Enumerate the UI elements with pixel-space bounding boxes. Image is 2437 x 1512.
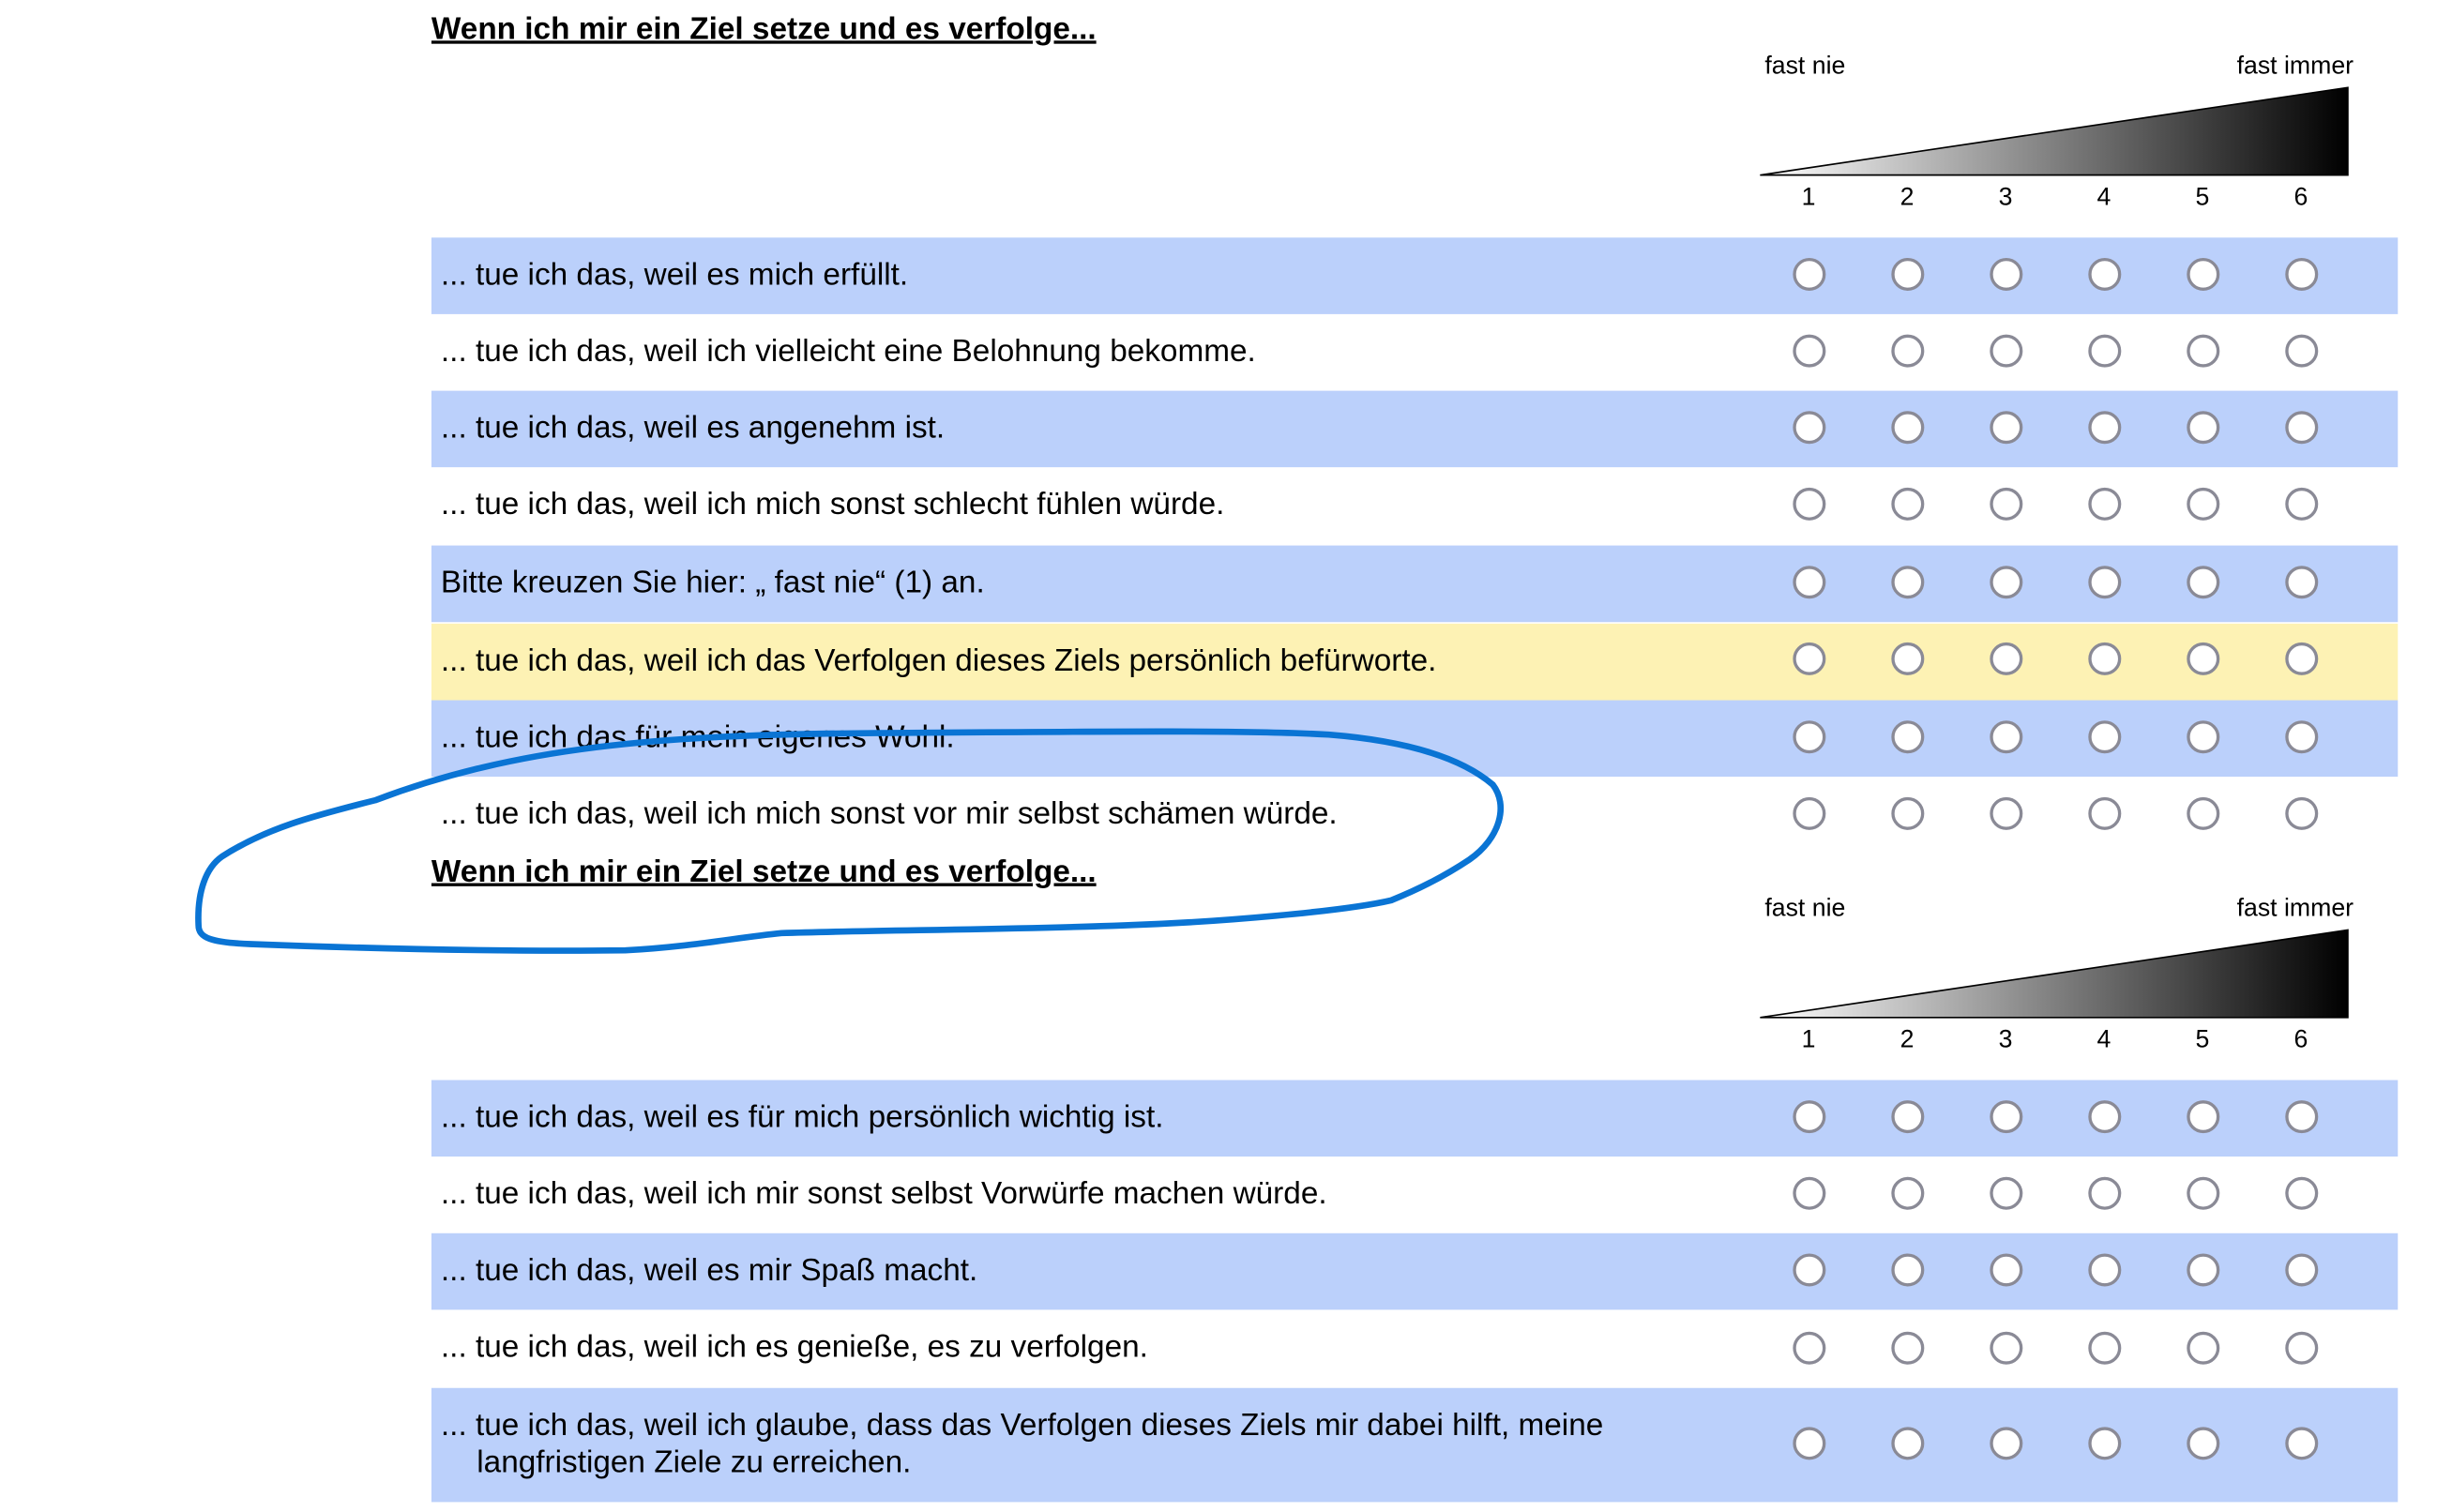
- rating-radio-6[interactable]: [2284, 642, 2317, 674]
- question-text: ... tue ich das für mein eigenes Wohl.: [440, 720, 955, 755]
- rating-radio-6[interactable]: [2284, 719, 2317, 752]
- rating-radio-4[interactable]: [2087, 257, 2120, 290]
- scale-number-2: 2: [1900, 1026, 1915, 1054]
- rating-radio-4[interactable]: [2087, 334, 2120, 367]
- rating-radio-2[interactable]: [1891, 719, 1924, 752]
- rating-radio-6[interactable]: [2284, 410, 2317, 443]
- rating-radio-3[interactable]: [1989, 334, 2021, 367]
- rating-radio-1[interactable]: [1793, 1176, 1825, 1209]
- question-text: ... tue ich das, weil ich glaube, dass das Verfolgen dieses Ziels mir dabei hilft, meine langfristigen Ziele zu erreichen.: [440, 1408, 1604, 1481]
- scale-low-label: fast nie: [1764, 53, 1846, 80]
- rating-radio-3[interactable]: [1989, 1099, 2021, 1132]
- rating-radio-5[interactable]: [2186, 257, 2218, 290]
- rating-radio-5[interactable]: [2186, 796, 2218, 829]
- rating-radio-3[interactable]: [1989, 1253, 2021, 1286]
- scale-low-label: fast nie: [1764, 895, 1846, 923]
- rating-radio-4[interactable]: [2087, 719, 2120, 752]
- scale-number-1: 1: [1801, 184, 1816, 211]
- rating-radio-3[interactable]: [1989, 410, 2021, 443]
- scale-number-3: 3: [1998, 184, 2013, 211]
- rating-radio-6[interactable]: [2284, 334, 2317, 367]
- scale-high-label: fast immer: [2236, 895, 2354, 923]
- rating-radio-4[interactable]: [2087, 410, 2120, 443]
- block-heading: Wenn ich mir ein Ziel setze und es verfolge...: [431, 12, 1097, 47]
- rating-radio-1[interactable]: [1793, 1427, 1825, 1459]
- rating-radio-2[interactable]: [1891, 1176, 1924, 1209]
- rating-radio-1[interactable]: [1793, 719, 1825, 752]
- rating-radio-4[interactable]: [2087, 1176, 2120, 1209]
- rating-radio-2[interactable]: [1891, 1253, 1924, 1286]
- rating-radio-6[interactable]: [2284, 796, 2317, 829]
- rating-radio-6[interactable]: [2284, 1331, 2317, 1364]
- question-text: ... tue ich das, weil ich vielleicht eine Belohnung bekomme.: [440, 334, 1256, 370]
- rating-radio-5[interactable]: [2186, 1176, 2218, 1209]
- rating-radio-5[interactable]: [2186, 410, 2218, 443]
- scale-number-4: 4: [2096, 184, 2112, 211]
- rating-radio-4[interactable]: [2087, 1253, 2120, 1286]
- rating-radio-6[interactable]: [2284, 487, 2317, 520]
- rating-radio-4[interactable]: [2087, 796, 2120, 829]
- rating-radio-5[interactable]: [2186, 719, 2218, 752]
- rating-radio-3[interactable]: [1989, 565, 2021, 597]
- rating-radio-6[interactable]: [2284, 1253, 2317, 1286]
- rating-radio-1[interactable]: [1793, 796, 1825, 829]
- rating-radio-6[interactable]: [2284, 1427, 2317, 1459]
- rating-radio-5[interactable]: [2186, 1427, 2218, 1459]
- scale-number-6: 6: [2293, 184, 2308, 211]
- rating-radio-4[interactable]: [2087, 1427, 2120, 1459]
- rating-radio-5[interactable]: [2186, 642, 2218, 674]
- rating-radio-1[interactable]: [1793, 565, 1825, 597]
- rating-radio-5[interactable]: [2186, 1253, 2218, 1286]
- scale-number-3: 3: [1998, 1026, 2013, 1054]
- question-text: ... tue ich das, weil es mich erfüllt.: [440, 257, 909, 293]
- scale-gradient-wedge: [1759, 86, 2353, 177]
- scale-gradient-wedge: [1759, 929, 2353, 1020]
- scale-high-label: fast immer: [2236, 53, 2354, 80]
- rating-radio-2[interactable]: [1891, 565, 1924, 597]
- scale-number-5: 5: [2195, 184, 2210, 211]
- question-text: ... tue ich das, weil es angenehm ist.: [440, 411, 946, 446]
- question-text: ... tue ich das, weil ich es genieße, es zu verfolgen.: [440, 1330, 1148, 1365]
- question-text: ... tue ich das, weil ich mir sonst selbst Vorwürfe machen würde.: [440, 1176, 1327, 1212]
- rating-radio-1[interactable]: [1793, 1099, 1825, 1132]
- rating-radio-4[interactable]: [2087, 565, 2120, 597]
- rating-radio-1[interactable]: [1793, 1331, 1825, 1364]
- rating-radio-5[interactable]: [2186, 487, 2218, 520]
- question-text: ... tue ich das, weil es für mich persönlich wichtig ist.: [440, 1100, 1164, 1135]
- scale-number-4: 4: [2096, 1026, 2112, 1054]
- rating-radio-5[interactable]: [2186, 565, 2218, 597]
- rating-radio-1[interactable]: [1793, 334, 1825, 367]
- rating-radio-6[interactable]: [2284, 1099, 2317, 1132]
- rating-radio-1[interactable]: [1793, 1253, 1825, 1286]
- rating-radio-4[interactable]: [2087, 487, 2120, 520]
- rating-radio-6[interactable]: [2284, 565, 2317, 597]
- rating-radio-2[interactable]: [1891, 257, 1924, 290]
- rating-radio-4[interactable]: [2087, 642, 2120, 674]
- rating-radio-2[interactable]: [1891, 796, 1924, 829]
- scale-number-5: 5: [2195, 1026, 2210, 1054]
- rating-radio-5[interactable]: [2186, 1099, 2218, 1132]
- rating-radio-2[interactable]: [1891, 1331, 1924, 1364]
- rating-radio-3[interactable]: [1989, 1331, 2021, 1364]
- rating-radio-5[interactable]: [2186, 334, 2218, 367]
- question-text: ... tue ich das, weil ich mich sonst vor mir selbst schämen würde.: [440, 796, 1338, 832]
- rating-radio-4[interactable]: [2087, 1099, 2120, 1132]
- rating-radio-2[interactable]: [1891, 410, 1924, 443]
- rating-radio-3[interactable]: [1989, 796, 2021, 829]
- scale-number-1: 1: [1801, 1026, 1816, 1054]
- rating-radio-2[interactable]: [1891, 1427, 1924, 1459]
- rating-radio-2[interactable]: [1891, 487, 1924, 520]
- rating-radio-5[interactable]: [2186, 1331, 2218, 1364]
- rating-radio-3[interactable]: [1989, 257, 2021, 290]
- question-text: ... tue ich das, weil es mir Spaß macht.: [440, 1253, 978, 1289]
- rating-radio-2[interactable]: [1891, 1099, 1924, 1132]
- scale-number-6: 6: [2293, 1026, 2308, 1054]
- rating-radio-1[interactable]: [1793, 642, 1825, 674]
- rating-radio-1[interactable]: [1793, 487, 1825, 520]
- question-text: ... tue ich das, weil ich das Verfolgen dieses Ziels persönlich befürworte.: [440, 643, 1437, 679]
- rating-radio-1[interactable]: [1793, 257, 1825, 290]
- rating-radio-3[interactable]: [1989, 1427, 2021, 1459]
- question-text: Bitte kreuzen Sie hier: „ fast nie“ (1) an.: [440, 566, 985, 600]
- rating-radio-6[interactable]: [2284, 1176, 2317, 1209]
- rating-radio-4[interactable]: [2087, 1331, 2120, 1364]
- scale-number-2: 2: [1900, 184, 1915, 211]
- rating-radio-3[interactable]: [1989, 719, 2021, 752]
- rating-radio-6[interactable]: [2284, 257, 2317, 290]
- block-heading: Wenn ich mir ein Ziel setze und es verfolge...: [431, 854, 1097, 890]
- rating-radio-3[interactable]: [1989, 1176, 2021, 1209]
- rating-radio-1[interactable]: [1793, 410, 1825, 443]
- rating-radio-3[interactable]: [1989, 487, 2021, 520]
- question-text: ... tue ich das, weil ich mich sonst schlecht fühlen würde.: [440, 487, 1225, 522]
- rating-radio-2[interactable]: [1891, 642, 1924, 674]
- rating-radio-2[interactable]: [1891, 334, 1924, 367]
- rating-radio-3[interactable]: [1989, 642, 2021, 674]
